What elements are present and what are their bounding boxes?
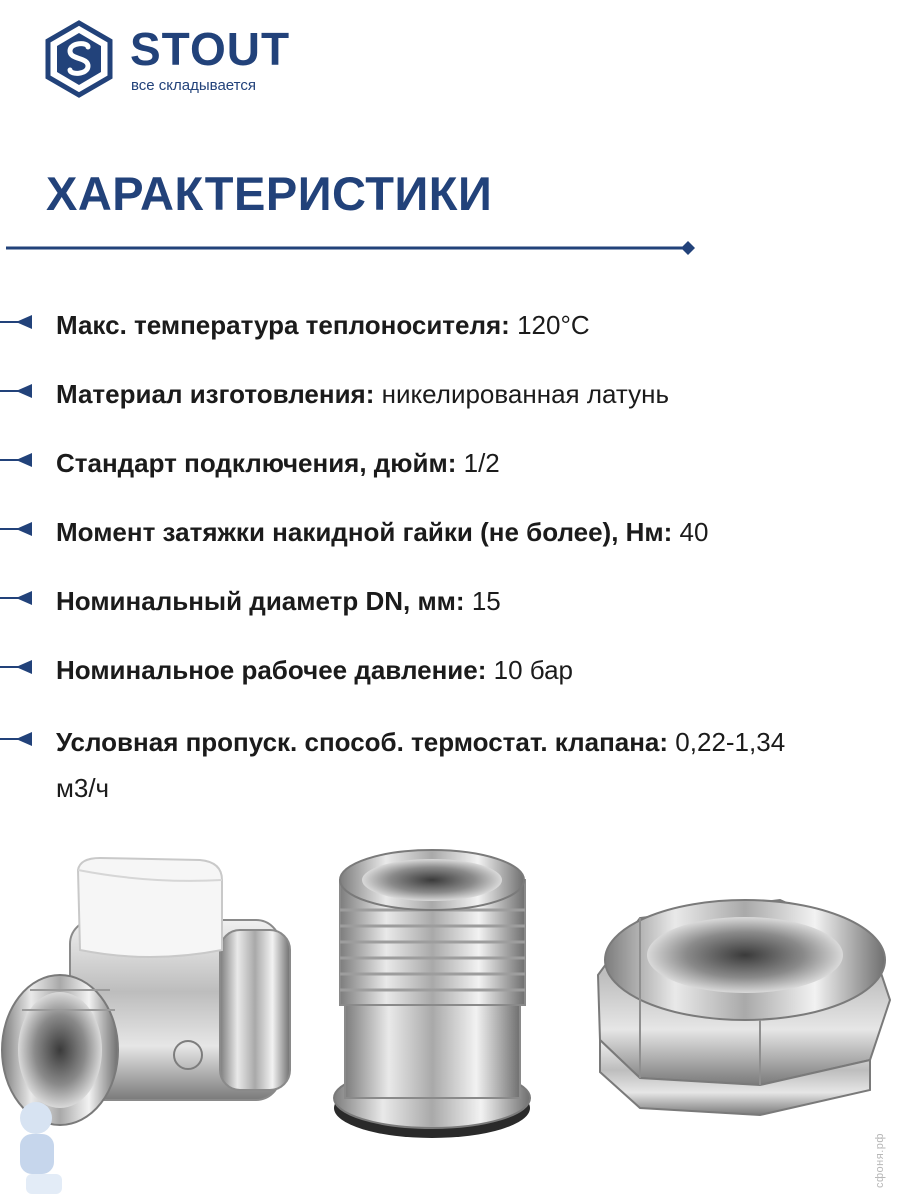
- brand-logo: [44, 20, 291, 100]
- spec-label: Стандарт подключения, дюйм:: [56, 448, 457, 478]
- spec-value: никелированная латунь: [381, 379, 670, 409]
- arrow-marker-icon: [0, 729, 34, 749]
- product-photos: [0, 840, 900, 1200]
- spec-label: Момент затяжки накидной гайки (не более), Нм:: [56, 517, 673, 547]
- spec-value: 1/2: [463, 448, 500, 478]
- page-title: ХАРАКТЕРИСТИКИ: [46, 167, 493, 220]
- brand-tagline: все складывается: [131, 77, 256, 94]
- heading-divider: [0, 236, 720, 260]
- spec-label: Макс. температура теплоносителя:: [56, 310, 510, 340]
- spec-label: Номинальное рабочее давление:: [56, 655, 487, 685]
- union-nut-icon: [598, 900, 890, 1115]
- arrow-marker-icon: [0, 450, 34, 470]
- spec-label: Условная пропуск. способ. термостат. клапана:: [56, 727, 669, 757]
- spec-value: 120°C: [517, 310, 590, 340]
- brand-name: STOUT: [130, 23, 291, 75]
- spec-label: Номинальный диаметр DN, мм:: [56, 586, 465, 616]
- spec-value: 15: [471, 586, 501, 616]
- arrow-marker-icon: [0, 312, 34, 332]
- arrow-marker-icon: [0, 588, 34, 608]
- watermark-text: сфоня.рф: [874, 1133, 886, 1188]
- threaded-nipple-icon: [334, 850, 530, 1138]
- watermark: [870, 1070, 896, 1190]
- spec-value: 0,22-1,34 м3/ч: [56, 727, 786, 803]
- mascot-icon: [6, 1090, 76, 1200]
- stout-logo-icon: [44, 20, 114, 98]
- spec-value: 40: [679, 517, 709, 547]
- arrow-marker-icon: [0, 519, 34, 539]
- arrow-marker-icon: [0, 381, 34, 401]
- arrow-marker-icon: [0, 657, 34, 677]
- valve-body-icon: [2, 858, 290, 1125]
- spec-value: 10 бар: [493, 655, 573, 685]
- spec-label: Материал изготовления:: [56, 379, 375, 409]
